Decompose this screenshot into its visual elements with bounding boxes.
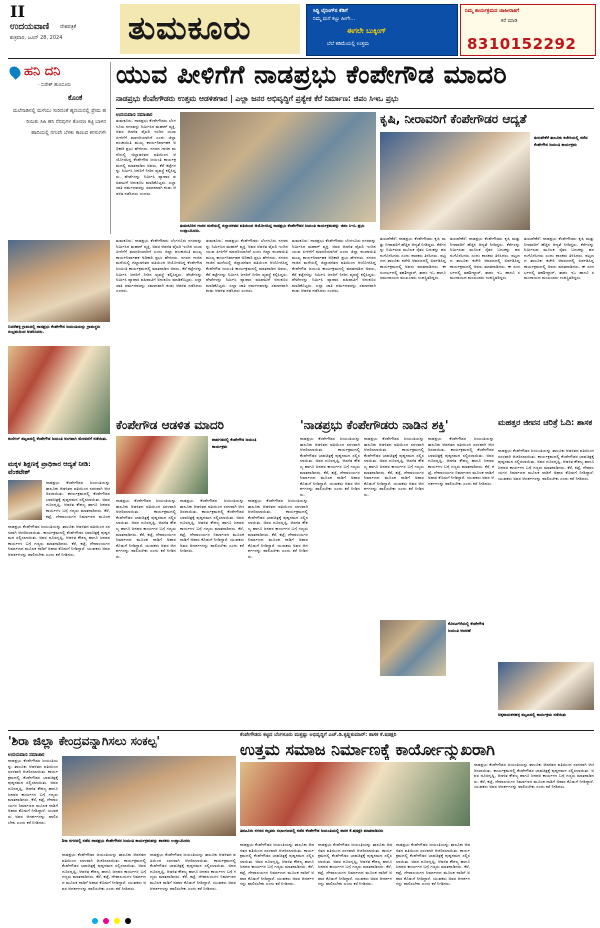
bottom-section-rule	[8, 730, 594, 731]
masthead-rule	[8, 58, 594, 59]
left-photo-1	[8, 240, 110, 322]
lead-subhead: ನಾಡಪ್ರಭು ಕೆಂಪೇಗೌಡರು ಉತ್ತಮ ಆಡಳಿತಗಾರ | ಎಲ್ಲಾ ಜನರ ಅಭಿವೃದ್ಧಿಗೆ ಪ್ರತ್ಯೇಕ ಕೆರೆ ನಿರ್ಮಾಣ: ಜಿಪಂ ಸಿಇಒ ಪ್ರಭು	[116, 94, 399, 103]
section-title-banner	[120, 4, 300, 54]
left-mid-body-a: ನಾಡಪ್ರಭು ಕೆಂಪೇಗೌಡರ ಜಯಂತಿಯನ್ನು ತಾಲೂಕು ಆಡಳಿತದ ವತಿಯಿಂದ ಸರಳವಾಗಿ ಆಚರಿಸಲಾಯಿತು. ಕಾರ್ಯಕ್ರಮದಲ್ಲಿ ಕೆಂಪೇಗೌಡರ ಭಾವಚಿತ್ರಕ್ಕೆ ಪುಷ್ಪನಮನ ಸಲ್ಲಿಸಲಾಯಿತು. ಅವರ ದೂರದೃಷ್ಟಿ, ಆಡಳಿತ ಕೌಶಲ್ಯ ಹಾಗೂ ಜನಪರ ಕಾರ್ಯಗಳ ಬಗ್ಗೆ ಗಣ್ಯರು ಮಾತನಾಡಿದರು. ಕೆರೆ, ಕಟ್ಟೆ, ದೇವಾಲಯಗಳ ನಿರ್ಮಾಣದ ಮೂಲಕ	[46, 480, 110, 519]
brand-name: ಉದಯವಾಣಿ	[10, 22, 50, 32]
section-title: ತುಮಕೂರು	[128, 9, 252, 47]
bottom-right-body-col3: ನಾಡಪ್ರಭು ಕೆಂಪೇಗೌಡರ ಜಯಂತಿಯನ್ನು ತಾಲೂಕು ಆಡಳಿತದ ವತಿಯಿಂದ ಸರಳವಾಗಿ ಆಚರಿಸಲಾಯಿತು. ಕಾರ್ಯಕ್ರಮದಲ್ಲಿ ಕೆಂಪೇಗೌಡರ ಭಾವಚಿತ್ರಕ್ಕೆ ಪುಷ್ಪನಮನ ಸಲ್ಲಿಸಲಾಯಿತು. ಅವರ ದೂರದೃಷ್ಟಿ, ಆಡಳಿತ ಕೌಶಲ್ಯ ಹಾಗೂ ಜನಪರ ಕಾರ್ಯಗಳ ಬಗ್ಗೆ ಗಣ್ಯರು ಮಾತನಾಡಿದರು. ಕೆರೆ, ಕಟ್ಟೆ, ದೇವಾಲಯಗಳ ನಿರ್ಮಾಣದ ಮೂಲಕ ನಾಡಿಗೆ ಅಪಾರ ಕೊಡುಗೆ ನೀಡಿದ್ದಾರೆ. ಯುವಕರು ಅವರ ಆದರ್ಶಗಳನ್ನು ಪಾಲಿಸಬೇಕು ಎಂದು ಕರೆ ನೀಡಿದರು.	[396, 842, 470, 887]
ad-highlight: ಈಗಲೇ ಬುಕ್ಕಿಂಗ್	[347, 27, 387, 35]
right-story-body-col1: ತುರುವೇಕೆರೆ: ನಾಡಪ್ರಭು ಕೆಂಪೇಗೌಡರು ಕೃಷಿ ಮತ್ತು ನೀರಾವರಿಗೆ ಹೆಚ್ಚಿನ ಆದ್ಯತೆ ನೀಡಿದ್ದರು. ಕೆರೆಗಳನ್ನು ನಿರ್ಮಿಸುವ ಮೂಲಕ ರೈತರ ಬದುಕನ್ನು ಹಸನುಗೊಳಿಸಿದರು ಎಂದು ಶಾಸಕರು ತಿಳಿಸಿದರು. ಪಟ್ಟಣದ ತಾಲೂಕು ಕಚೇರಿ ಆವರಣದಲ್ಲಿ ಏರ್ಪಡಿಸಿದ್ದ ಕಾರ್ಯಕ್ರಮದಲ್ಲಿ ಅವರು ಮಾತನಾಡಿದರು. ಈ ಸಂದರ್ಭದಲ್ಲಿ ತಹಶೀಲ್ದಾರ್, ತಾಪಂ ಇಒ ಹಾಗೂ ಸಮುದಾಯದ ಮುಖಂಡರು ಉಪಸ್ಥಿತರಿದ್ದರು.	[380, 236, 446, 281]
mid-story-a-photo	[116, 436, 208, 494]
ad-line: ಬೆಲೆ ಕಡಿಮೆಯಲ್ಲಿ ಉತ್ತಮ	[327, 41, 370, 47]
bottom-left-caption: ಶಿರಾ ನಗರದಲ್ಲಿ ನಡೆದ ನಾಡಪ್ರಭು ಕೆಂಪೇಗೌಡರ ಜಯಂತಿ ಕಾರ್ಯಕ್ರಮವನ್ನು ಶಾಸಕರು ಉದ್ಘಾಟಿಸಿದರು	[62, 838, 191, 843]
mid-body-col1: ನಾಡಪ್ರಭು ಕೆಂಪೇಗೌಡರ ಜಯಂತಿಯನ್ನು ತಾಲೂಕು ಆಡಳಿತದ ವತಿಯಿಂದ ಸರಳವಾಗಿ ಆಚರಿಸಲಾಯಿತು. ಕಾರ್ಯಕ್ರಮದಲ್ಲಿ ಕೆಂಪೇಗೌಡರ ಭಾವಚಿತ್ರಕ್ಕೆ ಪುಷ್ಪನಮನ ಸಲ್ಲಿಸಲಾಯಿತು. ಅವರ ದೂರದೃಷ್ಟಿ, ಆಡಳಿತ ಕೌಶಲ್ಯ ಹಾಗೂ ಜನಪರ ಕಾರ್ಯಗಳ ಬಗ್ಗೆ ಗಣ್ಯರು ಮಾತನಾಡಿದರು. ಕೆರೆ, ಕಟ್ಟೆ, ದೇವಾಲಯಗಳ ನಿರ್ಮಾಣದ ಮೂಲಕ ನಾಡಿಗೆ ಅಪಾರ ಕೊಡುಗೆ ನೀಡಿದ್ದಾರೆ. ಯುವಕರು ಅವರ ಆದರ್ಶಗಳನ್ನು ಪಾಲಿಸಬೇಕು ಎಂದು ಕರೆ ನೀಡಿದರು.	[116, 498, 176, 559]
ad-contact	[460, 4, 596, 56]
mid-body-col5: ನಾಡಪ್ರಭು ಕೆಂಪೇಗೌಡರ ಜಯಂತಿಯನ್ನು ತಾಲೂಕು ಆಡಳಿತದ ವತಿಯಿಂದ ಸರಳವಾಗಿ ಆಚರಿಸಲಾಯಿತು. ಕಾರ್ಯಕ್ರಮದಲ್ಲಿ ಕೆಂಪೇಗೌಡರ ಭಾವಚಿತ್ರಕ್ಕೆ ಪುಷ್ಪನಮನ ಸಲ್ಲಿಸಲಾಯಿತು. ಅವರ ದೂರದೃಷ್ಟಿ, ಆಡಳಿತ ಕೌಶಲ್ಯ ಹಾಗೂ ಜನಪರ ಕಾರ್ಯಗಳ ಬಗ್ಗೆ ಗಣ್ಯರು ಮಾತನಾಡಿದರು. ಕೆರೆ, ಕಟ್ಟೆ, ದೇವಾಲಯಗಳ ನಿರ್ಮಾಣದ ಮೂಲಕ ನಾಡಿಗೆ ಅಪಾರ ಕೊಡುಗೆ ನೀಡಿದ್ದಾರೆ. ಯುವಕರು ಅವರ ಆದರ್ಶಗಳನ್ನು ಪಾಲಿಸಬೇಕು ಎಂದು ಕರೆ ನೀಡಿದರು.	[364, 436, 424, 497]
page-number: II	[10, 2, 25, 21]
bottom-right-body-col2: ನಾಡಪ್ರಭು ಕೆಂಪೇಗೌಡರ ಜಯಂತಿಯನ್ನು ತಾಲೂಕು ಆಡಳಿತದ ವತಿಯಿಂದ ಸರಳವಾಗಿ ಆಚರಿಸಲಾಯಿತು. ಕಾರ್ಯಕ್ರಮದಲ್ಲಿ ಕೆಂಪೇಗೌಡರ ಭಾವಚಿತ್ರಕ್ಕೆ ಪುಷ್ಪನಮನ ಸಲ್ಲಿಸಲಾಯಿತು. ಅವರ ದೂರದೃಷ್ಟಿ, ಆಡಳಿತ ಕೌಶಲ್ಯ ಹಾಗೂ ಜನಪರ ಕಾರ್ಯಗಳ ಬಗ್ಗೆ ಗಣ್ಯರು ಮಾತನಾಡಿದರು. ಕೆರೆ, ಕಟ್ಟೆ, ದೇವಾಲಯಗಳ ನಿರ್ಮಾಣದ ಮೂಲಕ ನಾಡಿಗೆ ಅಪಾರ ಕೊಡುಗೆ ನೀಡಿದ್ದಾರೆ. ಯುವಕರು ಅವರ ಆದರ್ಶಗಳನ್ನು ಪಾಲಿಸಬೇಕು ಎಂದು ಕರೆ ನೀಡಿದರು.	[318, 842, 392, 887]
lead-dateline: ಉದಯವಾಣಿ ಸಮಾಚಾರ	[116, 113, 153, 118]
ad-construction	[306, 4, 458, 56]
left-mid-body-b: ನಾಡಪ್ರಭು ಕೆಂಪೇಗೌಡರ ಜಯಂತಿಯನ್ನು ತಾಲೂಕು ಆಡಳಿತದ ವತಿಯಿಂದ ಸರಳವಾಗಿ ಆಚರಿಸಲಾಯಿತು. ಕಾರ್ಯಕ್ರಮದಲ್ಲಿ ಕೆಂಪೇಗೌಡರ ಭಾವಚಿತ್ರಕ್ಕೆ ಪುಷ್ಪನಮನ ಸಲ್ಲಿಸಲಾಯಿತು. ಅವರ ದೂರದೃಷ್ಟಿ, ಆಡಳಿತ ಕೌಶಲ್ಯ ಹಾಗೂ ಜನಪರ ಕಾರ್ಯಗಳ ಬಗ್ಗೆ ಗಣ್ಯರು ಮಾತನಾಡಿದರು. ಕೆರೆ, ಕಟ್ಟೆ, ದೇವಾಲಯಗಳ ನಿರ್ಮಾಣದ ಮೂಲಕ ನಾಡಿಗೆ ಅಪಾರ ಕೊಡುಗೆ ನೀಡಿದ್ದಾರೆ. ಯುವಕರು ಅವರ ಆದರ್ಶಗಳನ್ನು ಪಾಲಿಸಬೇಕು ಎಂದು ಕರೆ ನೀಡಿದರು.	[8, 524, 110, 557]
bottom-left-body-col2: ನಾಡಪ್ರಭು ಕೆಂಪೇಗೌಡರ ಜಯಂತಿಯನ್ನು ತಾಲೂಕು ಆಡಳಿತದ ವತಿಯಿಂದ ಸರಳವಾಗಿ ಆಚರಿಸಲಾಯಿತು. ಕಾರ್ಯಕ್ರಮದಲ್ಲಿ ಕೆಂಪೇಗೌಡರ ಭಾವಚಿತ್ರಕ್ಕೆ ಪುಷ್ಪನಮನ ಸಲ್ಲಿಸಲಾಯಿತು. ಅವರ ದೂರದೃಷ್ಟಿ, ಆಡಳಿತ ಕೌಶಲ್ಯ ಹಾಗೂ ಜನಪರ ಕಾರ್ಯಗಳ ಬಗ್ಗೆ ಗಣ್ಯರು ಮಾತನಾಡಿದರು. ಕೆರೆ, ಕಟ್ಟೆ, ದೇವಾಲಯಗಳ ನಿರ್ಮಾಣದ ಮೂಲಕ ನಾಡಿಗೆ ಅಪಾರ ಕೊಡುಗೆ ನೀಡಿದ್ದಾರೆ. ಯುವಕರು ಅವರ ಆದರ್ಶಗಳನ್ನು ಪಾಲಿಸಬೇಕು ಎಂದು ಕರೆ ನೀಡಿದರು.	[62, 852, 146, 891]
mid-story-a-headline: ಕೆಂಪೇಗೌಡ ಆಡಳಿತ ಮಾದರಿ	[116, 418, 224, 432]
lead-body-col1: ತುಮಕೂರು: ನಾಡಪ್ರಭು ಕೆಂಪೇಗೌಡರು ಬೆಂಗಳೂರು ನಗರವನ್ನು ನಿರ್ಮಿಸಿದ ಮಹಾನ್ ವ್ಯಕ್ತಿ. ಅವರ ಆಡಳಿತ ವೈಖರಿ ಇಂದಿನ ಯುವ ಪೀಳಿಗೆಗೆ ಮಾದರಿಯಾಗಿದೆ ಎಂದು ಜಿಲ್ಲಾ ಪಂಚಾಯಿತಿ ಮುಖ್ಯ ಕಾರ್ಯನಿರ್ವಾಹಕ ಅಧಿಕಾರಿ ಪ್ರಭು ಹೇಳಿದರು. ನಗರದ ಗಾಜಿನ ಮನೆಯಲ್ಲಿ ಜಿಲ್ಲಾಡಳಿತದ ವತಿಯಿಂದ ಆಯೋಜಿಸಿದ್ದ ಕೆಂಪೇಗೌಡ ಜಯಂತಿ ಕಾರ್ಯಕ್ರಮದಲ್ಲಿ ಮಾತನಾಡಿದ ಅವರು, ಕೆರೆ ಕಟ್ಟೆಗಳನ್ನು ನಿರ್ಮಿಸಿ ಜನರಿಗೆ ನೀರಿನ ವ್ಯವಸ್ಥೆ ಕಲ್ಪಿಸಿದ್ದರು. ಪೇಟೆಗಳನ್ನು ನಿರ್ಮಿಸಿ ವ್ಯಾಪಾರ ವಹಿವಾಟಿಗೆ ಅನುಕೂಲ ಮಾಡಿಕೊಟ್ಟರು. ಎಲ್ಲಾ ಜಾತಿ ಧರ್ಮದವರನ್ನು ಸಮಾನವಾಗಿ ಕಂಡು ಆಡಳಿತ ನಡೆಸಿದರು ಎಂದರು.	[116, 118, 176, 196]
mid-body-col3: ನಾಡಪ್ರಭು ಕೆಂಪೇಗೌಡರ ಜಯಂತಿಯನ್ನು ತಾಲೂಕು ಆಡಳಿತದ ವತಿಯಿಂದ ಸರಳವಾಗಿ ಆಚರಿಸಲಾಯಿತು. ಕಾರ್ಯಕ್ರಮದಲ್ಲಿ ಕೆಂಪೇಗೌಡರ ಭಾವಚಿತ್ರಕ್ಕೆ ಪುಷ್ಪನಮನ ಸಲ್ಲಿಸಲಾಯಿತು. ಅವರ ದೂರದೃಷ್ಟಿ, ಆಡಳಿತ ಕೌಶಲ್ಯ ಹಾಗೂ ಜನಪರ ಕಾರ್ಯಗಳ ಬಗ್ಗೆ ಗಣ್ಯರು ಮಾತನಾಡಿದರು. ಕೆರೆ, ಕಟ್ಟೆ, ದೇವಾಲಯಗಳ ನಿರ್ಮಾಣದ ಮೂಲಕ ನಾಡಿಗೆ ಅಪಾರ ಕೊಡುಗೆ ನೀಡಿದ್ದಾರೆ. ಯುವಕರು ಅವರ ಆದರ್ಶಗಳನ್ನು ಪಾಲಿಸಬೇಕು ಎಂದು ಕರೆ ನೀಡಿದರು.	[248, 498, 308, 559]
ad-line: ಸಿದ್ಧಿ ಲೈನಿಂಗ್‌ನ ಕೆಡಿಗೆ	[313, 8, 348, 14]
edition-label: ದೇಶಪತ್ರಿಕೆ	[60, 24, 77, 30]
mid-story-c-photo	[498, 662, 594, 710]
lead-body-col4: ತುಮಕೂರು: ನಾಡಪ್ರಭು ಕೆಂಪೇಗೌಡರು ಬೆಂಗಳೂರು ನಗರವನ್ನು ನಿರ್ಮಿಸಿದ ಮಹಾನ್ ವ್ಯಕ್ತಿ. ಅವರ ಆಡಳಿತ ವೈಖರಿ ಇಂದಿನ ಯುವ ಪೀಳಿಗೆಗೆ ಮಾದರಿಯಾಗಿದೆ ಎಂದು ಜಿಲ್ಲಾ ಪಂಚಾಯಿತಿ ಮುಖ್ಯ ಕಾರ್ಯನಿರ್ವಾಹಕ ಅಧಿಕಾರಿ ಪ್ರಭು ಹೇಳಿದರು. ನಗರದ ಗಾಜಿನ ಮನೆಯಲ್ಲಿ ಜಿಲ್ಲಾಡಳಿತದ ವತಿಯಿಂದ ಆಯೋಜಿಸಿದ್ದ ಕೆಂಪೇಗೌಡ ಜಯಂತಿ ಕಾರ್ಯಕ್ರಮದಲ್ಲಿ ಮಾತನಾಡಿದ ಅವರು, ಕೆರೆ ಕಟ್ಟೆಗಳನ್ನು ನಿರ್ಮಿಸಿ ಜನರಿಗೆ ನೀರಿನ ವ್ಯವಸ್ಥೆ ಕಲ್ಪಿಸಿದ್ದರು. ಪೇಟೆಗಳನ್ನು ನಿರ್ಮಿಸಿ ವ್ಯಾಪಾರ ವಹಿವಾಟಿಗೆ ಅನುಕೂಲ ಮಾಡಿಕೊಟ್ಟರು. ಎಲ್ಲಾ ಜಾತಿ ಧರ್ಮದವರನ್ನು ಸಮಾನವಾಗಿ ಕಂಡು ಆಡಳಿತ ನಡೆಸಿದರು ಎಂದರು.	[292, 238, 376, 294]
ad-phone-number: 8310152292	[467, 35, 577, 53]
right-story-photo	[380, 132, 530, 230]
lead-rule	[116, 108, 594, 109]
bottom-left-body-col3: ನಾಡಪ್ರಭು ಕೆಂಪೇಗೌಡರ ಜಯಂತಿಯನ್ನು ತಾಲೂಕು ಆಡಳಿತದ ವತಿಯಿಂದ ಸರಳವಾಗಿ ಆಚರಿಸಲಾಯಿತು. ಕಾರ್ಯಕ್ರಮದಲ್ಲಿ ಕೆಂಪೇಗೌಡರ ಭಾವಚಿತ್ರಕ್ಕೆ ಪುಷ್ಪನಮನ ಸಲ್ಲಿಸಲಾಯಿತು. ಅವರ ದೂರದೃಷ್ಟಿ, ಆಡಳಿತ ಕೌಶಲ್ಯ ಹಾಗೂ ಜನಪರ ಕಾರ್ಯಗಳ ಬಗ್ಗೆ ಗಣ್ಯರು ಮಾತನಾಡಿದರು. ಕೆರೆ, ಕಟ್ಟೆ, ದೇವಾಲಯಗಳ ನಿರ್ಮಾಣದ ಮೂಲಕ ನಾಡಿಗೆ ಅಪಾರ ಕೊಡುಗೆ ನೀಡಿದ್ದಾರೆ. ಯುವಕರು ಅವರ ಆದರ್ಶಗಳನ್ನು ಪಾಲಿಸಬೇಕು ಎಂದು ಕರೆ ನೀಡಿದರು.	[150, 852, 236, 891]
mid-story-c-headline: ಮಹತ್ತರ ಜೀವನ ಚರಿತ್ರೆ ಓದಿ: ಶಾಸಕ	[498, 418, 593, 427]
ad-line: ನಿಮ್ಮ ಮನೆ ಕಟ್ಟು ಹೀಗೇ...	[313, 16, 356, 22]
bottom-left-headline: 'ಶಿರಾ ಜಿಲ್ಲಾ ಕೇಂದ್ರವನ್ನಾಗಿಸಲು ಸಂಕಲ್ಪ'	[8, 734, 161, 748]
mid-story-b-caption: ಕೊರಟಗೆರೆಯಲ್ಲಿ ಕೆಂಪೇಗೌಡ ಜಯಂತಿ ಆಚರಣೆ	[448, 621, 485, 633]
mid-story-c-caption: ಚಿಕ್ಕನಾಯಕನಹಳ್ಳಿ ಪಟ್ಟಣದಲ್ಲಿ ಕಾರ್ಯಕ್ರಮ ನಡೆಯಿತು	[498, 712, 567, 717]
issue-date: ಶುಕ್ರವಾರ, ಜೂನ್ 28, 2024	[10, 35, 63, 41]
masthead	[0, 0, 600, 58]
bottom-right-photo	[240, 762, 470, 826]
bottom-left-photo	[62, 756, 236, 836]
mid-body-col6: ನಾಡಪ್ರಭು ಕೆಂಪೇಗೌಡರ ಜಯಂತಿಯನ್ನು ತಾಲೂಕು ಆಡಳಿತದ ವತಿಯಿಂದ ಸರಳವಾಗಿ ಆಚರಿಸಲಾಯಿತು. ಕಾರ್ಯಕ್ರಮದಲ್ಲಿ ಕೆಂಪೇಗೌಡರ ಭಾವಚಿತ್ರಕ್ಕೆ ಪುಷ್ಪನಮನ ಸಲ್ಲಿಸಲಾಯಿತು. ಅವರ ದೂರದೃಷ್ಟಿ, ಆಡಳಿತ ಕೌಶಲ್ಯ ಹಾಗೂ ಜನಪರ ಕಾರ್ಯಗಳ ಬಗ್ಗೆ ಗಣ್ಯರು ಮಾತನಾಡಿದರು. ಕೆರೆ, ಕಟ್ಟೆ, ದೇವಾಲಯಗಳ ನಿರ್ಮಾಣದ ಮೂಲಕ ನಾಡಿಗೆ ಅಪಾರ ಕೊಡುಗೆ ನೀಡಿದ್ದಾರೆ. ಯುವಕರು ಅವರ ಆದರ್ಶಗಳನ್ನು ಪಾಲಿಸಬೇಕು ಎಂದು ಕರೆ ನೀಡಿದರು.	[428, 436, 494, 486]
bottom-left-dateline: ಉದಯವಾಣಿ ಸಮಾಚಾರ	[8, 753, 45, 758]
print-registration-marks	[92, 918, 172, 924]
lead-body-col3: ತುಮಕೂರು: ನಾಡಪ್ರಭು ಕೆಂಪೇಗೌಡರು ಬೆಂಗಳೂರು ನಗರವನ್ನು ನಿರ್ಮಿಸಿದ ಮಹಾನ್ ವ್ಯಕ್ತಿ. ಅವರ ಆಡಳಿತ ವೈಖರಿ ಇಂದಿನ ಯುವ ಪೀಳಿಗೆಗೆ ಮಾದರಿಯಾಗಿದೆ ಎಂದು ಜಿಲ್ಲಾ ಪಂಚಾಯಿತಿ ಮುಖ್ಯ ಕಾರ್ಯನಿರ್ವಾಹಕ ಅಧಿಕಾರಿ ಪ್ರಭು ಹೇಳಿದರು. ನಗರದ ಗಾಜಿನ ಮನೆಯಲ್ಲಿ ಜಿಲ್ಲಾಡಳಿತದ ವತಿಯಿಂದ ಆಯೋಜಿಸಿದ್ದ ಕೆಂಪೇಗೌಡ ಜಯಂತಿ ಕಾರ್ಯಕ್ರಮದಲ್ಲಿ ಮಾತನಾಡಿದ ಅವರು, ಕೆರೆ ಕಟ್ಟೆಗಳನ್ನು ನಿರ್ಮಿಸಿ ಜನರಿಗೆ ನೀರಿನ ವ್ಯವಸ್ಥೆ ಕಲ್ಪಿಸಿದ್ದರು. ಪೇಟೆಗಳನ್ನು ನಿರ್ಮಿಸಿ ವ್ಯಾಪಾರ ವಹಿವಾಟಿಗೆ ಅನುಕೂಲ ಮಾಡಿಕೊಟ್ಟರು. ಎಲ್ಲಾ ಜಾತಿ ಧರ್ಮದವರನ್ನು ಸಮಾನವಾಗಿ ಕಂಡು ಆಡಳಿತ ನಡೆಸಿದರು ಎಂದರು.	[206, 238, 288, 294]
drop-icon	[7, 64, 23, 80]
column-title: ಹನಿ ದನಿ	[24, 64, 61, 79]
bottom-right-kicker: ಕೆಂಪೇಗೌಡರು ಕಟ್ಟಿದ ಬೆಂಗಳೂರು ಮತ್ತಷ್ಟು ಅಭಿವೃದ್ಧಿಗೆ ಎಚ್.ಡಿ.ಕೃಷ್ಣಕುಮಾರ್: ಶಾಸಕ ಕೆ.ಷಡಕ್ಷರಿ	[240, 732, 397, 738]
honey-column	[8, 62, 111, 234]
column-author: - ಸುರೇಶ್ ಹುಣಸೂರು	[38, 83, 71, 88]
bottom-left-body-col1: ನಾಡಪ್ರಭು ಕೆಂಪೇಗೌಡರ ಜಯಂತಿಯನ್ನು ತಾಲೂಕು ಆಡಳಿತದ ವತಿಯಿಂದ ಸರಳವಾಗಿ ಆಚರಿಸಲಾಯಿತು. ಕಾರ್ಯಕ್ರಮದಲ್ಲಿ ಕೆಂಪೇಗೌಡರ ಭಾವಚಿತ್ರಕ್ಕೆ ಪುಷ್ಪನಮನ ಸಲ್ಲಿಸಲಾಯಿತು. ಅವರ ದೂರದೃಷ್ಟಿ, ಆಡಳಿತ ಕೌಶಲ್ಯ ಹಾಗೂ ಜನಪರ ಕಾರ್ಯಗಳ ಬಗ್ಗೆ ಗಣ್ಯರು ಮಾತನಾಡಿದರು. ಕೆರೆ, ಕಟ್ಟೆ, ದೇವಾಲಯಗಳ ನಿರ್ಮಾಣದ ಮೂಲಕ ನಾಡಿಗೆ ಅಪಾರ ಕೊಡುಗೆ ನೀಡಿದ್ದಾರೆ. ಯುವಕರು ಅವರ ಆದರ್ಶಗಳನ್ನು ಪಾಲಿಸಬೇಕು ಎಂದು ಕರೆ ನೀಡಿದರು.	[8, 758, 58, 825]
mid-story-b-photo	[380, 620, 446, 676]
left-mid-photo	[8, 480, 42, 520]
poem-text: ಮಲೆನಾಡಿನಲ್ಲಿ ಮಳೆಯು ಸುರಿದಂತೆ ಹೃದಯದಲ್ಲಿ ಪ್ರೇಮ ಹರಿಯಿತು ಸಿಹಿ ಹನಿ ನೆನಪುಗಳ ತೋರಣ ಕಟ್ಟಿ ಬಾಳಿನ ಹಾದಿಯಲ್ಲಿ ನಗುವೇ ಬೆಳಕು ಕಾಣುವ ಕನಸುಗಳೇ	[13, 108, 106, 136]
mid-story-a-caption: ಪಾವಗಡದಲ್ಲಿ ಕೆಂಪೇಗೌಡ ಜಯಂತಿ ಕಾರ್ಯಕ್ರಮ	[212, 437, 257, 449]
mid-body-col4: ನಾಡಪ್ರಭು ಕೆಂಪೇಗೌಡರ ಜಯಂತಿಯನ್ನು ತಾಲೂಕು ಆಡಳಿತದ ವತಿಯಿಂದ ಸರಳವಾಗಿ ಆಚರಿಸಲಾಯಿತು. ಕಾರ್ಯಕ್ರಮದಲ್ಲಿ ಕೆಂಪೇಗೌಡರ ಭಾವಚಿತ್ರಕ್ಕೆ ಪುಷ್ಪನಮನ ಸಲ್ಲಿಸಲಾಯಿತು. ಅವರ ದೂರದೃಷ್ಟಿ, ಆಡಳಿತ ಕೌಶಲ್ಯ ಹಾಗೂ ಜನಪರ ಕಾರ್ಯಗಳ ಬಗ್ಗೆ ಗಣ್ಯರು ಮಾತನಾಡಿದರು. ಕೆರೆ, ಕಟ್ಟೆ, ದೇವಾಲಯಗಳ ನಿರ್ಮಾಣದ ಮೂಲಕ ನಾಡಿಗೆ ಅಪಾರ ಕೊಡುಗೆ ನೀಡಿದ್ದಾರೆ. ಯುವಕರು ಅವರ ಆದರ್ಶಗಳನ್ನು ಪಾಲಿಸಬೇಕು ಎಂದು ಕರೆ ನೀಡಿದರು.	[300, 436, 360, 497]
right-story-caption: ತುರುವೇಕೆರೆ ತಾಲೂಕು ಕಚೇರಿಯಲ್ಲಿ ನಡೆದ ಕೆಂಪೇಗೌಡ ಜಯಂತಿ ಕಾರ್ಯಕ್ರಮ	[534, 135, 588, 147]
right-story-body-col2: ತುರುವೇಕೆರೆ: ನಾಡಪ್ರಭು ಕೆಂಪೇಗೌಡರು ಕೃಷಿ ಮತ್ತು ನೀರಾವರಿಗೆ ಹೆಚ್ಚಿನ ಆದ್ಯತೆ ನೀಡಿದ್ದರು. ಕೆರೆಗಳನ್ನು ನಿರ್ಮಿಸುವ ಮೂಲಕ ರೈತರ ಬದುಕನ್ನು ಹಸನುಗೊಳಿಸಿದರು ಎಂದು ಶಾಸಕರು ತಿಳಿಸಿದರು. ಪಟ್ಟಣದ ತಾಲೂಕು ಕಚೇರಿ ಆವರಣದಲ್ಲಿ ಏರ್ಪಡಿಸಿದ್ದ ಕಾರ್ಯಕ್ರಮದಲ್ಲಿ ಅವರು ಮಾತನಾಡಿದರು. ಈ ಸಂದರ್ಭದಲ್ಲಿ ತಹಶೀಲ್ದಾರ್, ತಾಪಂ ಇಒ ಹಾಗೂ ಸಮುದಾಯದ ಮುಖಂಡರು ಉಪಸ್ಥಿತರಿದ್ದರು.	[450, 236, 520, 281]
right-story-headline: ಕೃಷಿ, ನೀರಾವರಿಗೆ ಕೆಂಪೇಗೌಡರ ಆದ್ಯತೆ	[380, 112, 527, 126]
left-mid-headline: ಮಕ್ಕಳ ಶಿಕ್ಷಣಕ್ಕೆ ಪ್ರಾಧಿಕಾರ ಆದ್ಯತೆ ನೀಡಿ: ವೆಂಕಟೇಶ್	[8, 460, 91, 476]
ad-line: ಕರೆ ಮಾಡಿ	[501, 18, 518, 24]
poem-title: ಕೊಂಕೆ	[68, 94, 83, 102]
lead-body-col2: ತುಮಕೂರು: ನಾಡಪ್ರಭು ಕೆಂಪೇಗೌಡರು ಬೆಂಗಳೂರು ನಗರವನ್ನು ನಿರ್ಮಿಸಿದ ಮಹಾನ್ ವ್ಯಕ್ತಿ. ಅವರ ಆಡಳಿತ ವೈಖರಿ ಇಂದಿನ ಯುವ ಪೀಳಿಗೆಗೆ ಮಾದರಿಯಾಗಿದೆ ಎಂದು ಜಿಲ್ಲಾ ಪಂಚಾಯಿತಿ ಮುಖ್ಯ ಕಾರ್ಯನಿರ್ವಾಹಕ ಅಧಿಕಾರಿ ಪ್ರಭು ಹೇಳಿದರು. ನಗರದ ಗಾಜಿನ ಮನೆಯಲ್ಲಿ ಜಿಲ್ಲಾಡಳಿತದ ವತಿಯಿಂದ ಆಯೋಜಿಸಿದ್ದ ಕೆಂಪೇಗೌಡ ಜಯಂತಿ ಕಾರ್ಯಕ್ರಮದಲ್ಲಿ ಮಾತನಾಡಿದ ಅವರು, ಕೆರೆ ಕಟ್ಟೆಗಳನ್ನು ನಿರ್ಮಿಸಿ ಜನರಿಗೆ ನೀರಿನ ವ್ಯವಸ್ಥೆ ಕಲ್ಪಿಸಿದ್ದರು. ಪೇಟೆಗಳನ್ನು ನಿರ್ಮಿಸಿ ವ್ಯಾಪಾರ ವಹಿವಾಟಿಗೆ ಅನುಕೂಲ ಮಾಡಿಕೊಟ್ಟರು. ಎಲ್ಲಾ ಜಾತಿ ಧರ್ಮದವರನ್ನು ಸಮಾನವಾಗಿ ಕಂಡು ಆಡಳಿತ ನಡೆಸಿದರು ಎಂದರು.	[116, 238, 202, 294]
mid-body-col7: ನಾಡಪ್ರಭು ಕೆಂಪೇಗೌಡರ ಜಯಂತಿಯನ್ನು ತಾಲೂಕು ಆಡಳಿತದ ವತಿಯಿಂದ ಸರಳವಾಗಿ ಆಚರಿಸಲಾಯಿತು. ಕಾರ್ಯಕ್ರಮದಲ್ಲಿ ಕೆಂಪೇಗೌಡರ ಭಾವಚಿತ್ರಕ್ಕೆ ಪುಷ್ಪನಮನ ಸಲ್ಲಿಸಲಾಯಿತು. ಅವರ ದೂರದೃಷ್ಟಿ, ಆಡಳಿತ ಕೌಶಲ್ಯ ಹಾಗೂ ಜನಪರ ಕಾರ್ಯಗಳ ಬಗ್ಗೆ ಗಣ್ಯರು ಮಾತನಾಡಿದರು. ಕೆರೆ, ಕಟ್ಟೆ, ದೇವಾಲಯಗಳ ನಿರ್ಮಾಣದ ಮೂಲಕ ನಾಡಿಗೆ ಅಪಾರ ಕೊಡುಗೆ ನೀಡಿದ್ದಾರೆ. ಯುವಕರು ಅವರ ಆದರ್ಶಗಳನ್ನು ಪಾಲಿಸಬೇಕು ಎಂದು ಕರೆ ನೀಡಿದರು.	[498, 448, 594, 481]
ad-line: ನಿಮ್ಮ ಕಾರ್ಯಕ್ರಮದ ಜಾಹೀರಾತಿಗೆ	[465, 8, 520, 14]
left-photo-2-caption: ಕುಣಿಗಲ್ ಪಟ್ಟಣದಲ್ಲಿ ಕೆಂಪೇಗೌಡ ಜಯಂತಿ ಅಂಗವಾಗಿ ಮೆರವಣಿಗೆ ನಡೆಯಿತು.	[8, 436, 108, 441]
lead-headline: ಯುವ ಪೀಳಿಗೆಗೆ ನಾಡಪ್ರಭು ಕೆಂಪೇಗೌಡ ಮಾದರಿ	[116, 60, 508, 89]
lead-photo-caption: ತುಮಕೂರಿನ ಗಾಜಿನ ಮನೆಯಲ್ಲಿ ಜಿಲ್ಲಾಡಳಿತದ ವತಿಯಿಂದ ಆಯೋಜಿಸಿದ್ದ ನಾಡಪ್ರಭು ಕೆಂಪೇಗೌಡರ ಜಯಂತಿ ಕಾರ್ಯಕ್ರಮವನ್ನು ಜಿಪಂ ಸಿಇಒ ಪ್ರಭು ಉದ್ಘಾಟಿಸಿದರು.	[180, 223, 365, 233]
left-photo-1-caption: ಬಿದರೆಹಳ್ಳಿ ಗ್ರಾಮದಲ್ಲಿ ನಾಡಪ್ರಭು ಕೆಂಪೇಗೌಡ ಜಯಂತಿಯನ್ನು ಗ್ರಾಮಸ್ಥರು ಸಂಭ್ರಮದಿಂದ ಆಚರಿಸಿದರು.	[8, 324, 101, 334]
bottom-right-body-col1: ನಾಡಪ್ರಭು ಕೆಂಪೇಗೌಡರ ಜಯಂತಿಯನ್ನು ತಾಲೂಕು ಆಡಳಿತದ ವತಿಯಿಂದ ಸರಳವಾಗಿ ಆಚರಿಸಲಾಯಿತು. ಕಾರ್ಯಕ್ರಮದಲ್ಲಿ ಕೆಂಪೇಗೌಡರ ಭಾವಚಿತ್ರಕ್ಕೆ ಪುಷ್ಪನಮನ ಸಲ್ಲಿಸಲಾಯಿತು. ಅವರ ದೂರದೃಷ್ಟಿ, ಆಡಳಿತ ಕೌಶಲ್ಯ ಹಾಗೂ ಜನಪರ ಕಾರ್ಯಗಳ ಬಗ್ಗೆ ಗಣ್ಯರು ಮಾತನಾಡಿದರು. ಕೆರೆ, ಕಟ್ಟೆ, ದೇವಾಲಯಗಳ ನಿರ್ಮಾಣದ ಮೂಲಕ ನಾಡಿಗೆ ಅಪಾರ ಕೊಡುಗೆ ನೀಡಿದ್ದಾರೆ. ಯುವಕರು ಅವರ ಆದರ್ಶಗಳನ್ನು ಪಾಲಿಸಬೇಕು ಎಂದು ಕರೆ ನೀಡಿದರು.	[240, 842, 314, 887]
left-photo-2	[8, 346, 110, 434]
lead-photo	[180, 112, 376, 222]
mid-story-b-headline: 'ನಾಡಪ್ರಭು ಕೆಂಪೇಗೌಡರು ನಾಡಿನ ಶಕ್ತಿ'	[300, 418, 449, 432]
bottom-right-caption: ತಿಪಟೂರು ನಗರದ ಕಲ್ಪತರು ಸಭಾಂಗಣದಲ್ಲಿ ನಡೆದ ಕೆಂಪೇಗೌಡ ಜಯಂತಿಯಲ್ಲಿ ಶಾಸಕ ಕೆ.ಷಡಕ್ಷರಿ ಮಾತನಾಡಿದರು	[240, 828, 384, 833]
bottom-right-body-col4: ನಾಡಪ್ರಭು ಕೆಂಪೇಗೌಡರ ಜಯಂತಿಯನ್ನು ತಾಲೂಕು ಆಡಳಿತದ ವತಿಯಿಂದ ಸರಳವಾಗಿ ಆಚರಿಸಲಾಯಿತು. ಕಾರ್ಯಕ್ರಮದಲ್ಲಿ ಕೆಂಪೇಗೌಡರ ಭಾವಚಿತ್ರಕ್ಕೆ ಪುಷ್ಪನಮನ ಸಲ್ಲಿಸಲಾಯಿತು. ಅವರ ದೂರದೃಷ್ಟಿ, ಆಡಳಿತ ಕೌಶಲ್ಯ ಹಾಗೂ ಜನಪರ ಕಾರ್ಯಗಳ ಬಗ್ಗೆ ಗಣ್ಯರು ಮಾತನಾಡಿದರು. ಕೆರೆ, ಕಟ್ಟೆ, ದೇವಾಲಯಗಳ ನಿರ್ಮಾಣದ ಮೂಲಕ ನಾಡಿಗೆ ಅಪಾರ ಕೊಡುಗೆ ನೀಡಿದ್ದಾರೆ. ಯುವಕರು ಅವರ ಆದರ್ಶಗಳನ್ನು ಪಾಲಿಸಬೇಕು ಎಂದು ಕರೆ ನೀಡಿದರು.	[474, 762, 594, 790]
bottom-right-headline: ಉತ್ತಮ ಸಮಾಜ ನಿರ್ಮಾಣಕ್ಕೆ ಕಾರ್ಯೋನ್ಮುಖರಾಗಿ	[240, 740, 495, 759]
mid-body-col2: ನಾಡಪ್ರಭು ಕೆಂಪೇಗೌಡರ ಜಯಂತಿಯನ್ನು ತಾಲೂಕು ಆಡಳಿತದ ವತಿಯಿಂದ ಸರಳವಾಗಿ ಆಚರಿಸಲಾಯಿತು. ಕಾರ್ಯಕ್ರಮದಲ್ಲಿ ಕೆಂಪೇಗೌಡರ ಭಾವಚಿತ್ರಕ್ಕೆ ಪುಷ್ಪನಮನ ಸಲ್ಲಿಸಲಾಯಿತು. ಅವರ ದೂರದೃಷ್ಟಿ, ಆಡಳಿತ ಕೌಶಲ್ಯ ಹಾಗೂ ಜನಪರ ಕಾರ್ಯಗಳ ಬಗ್ಗೆ ಗಣ್ಯರು ಮಾತನಾಡಿದರು. ಕೆರೆ, ಕಟ್ಟೆ, ದೇವಾಲಯಗಳ ನಿರ್ಮಾಣದ ಮೂಲಕ ನಾಡಿಗೆ ಅಪಾರ ಕೊಡುಗೆ ನೀಡಿದ್ದಾರೆ. ಯುವಕರು ಅವರ ಆದರ್ಶಗಳನ್ನು ಪಾಲಿಸಬೇಕು ಎಂದು ಕರೆ ನೀಡಿದರು.	[180, 498, 244, 554]
right-story-body-col3: ತುರುವೇಕೆರೆ: ನಾಡಪ್ರಭು ಕೆಂಪೇಗೌಡರು ಕೃಷಿ ಮತ್ತು ನೀರಾವರಿಗೆ ಹೆಚ್ಚಿನ ಆದ್ಯತೆ ನೀಡಿದ್ದರು. ಕೆರೆಗಳನ್ನು ನಿರ್ಮಿಸುವ ಮೂಲಕ ರೈತರ ಬದುಕನ್ನು ಹಸನುಗೊಳಿಸಿದರು ಎಂದು ಶಾಸಕರು ತಿಳಿಸಿದರು. ಪಟ್ಟಣದ ತಾಲೂಕು ಕಚೇರಿ ಆವರಣದಲ್ಲಿ ಏರ್ಪಡಿಸಿದ್ದ ಕಾರ್ಯಕ್ರಮದಲ್ಲಿ ಅವರು ಮಾತನಾಡಿದರು. ಈ ಸಂದರ್ಭದಲ್ಲಿ ತಹಶೀಲ್ದಾರ್, ತಾಪಂ ಇಒ ಹಾಗೂ ಸಮುದಾಯದ ಮುಖಂಡರು ಉಪಸ್ಥಿತರಿದ್ದರು.	[524, 236, 594, 281]
